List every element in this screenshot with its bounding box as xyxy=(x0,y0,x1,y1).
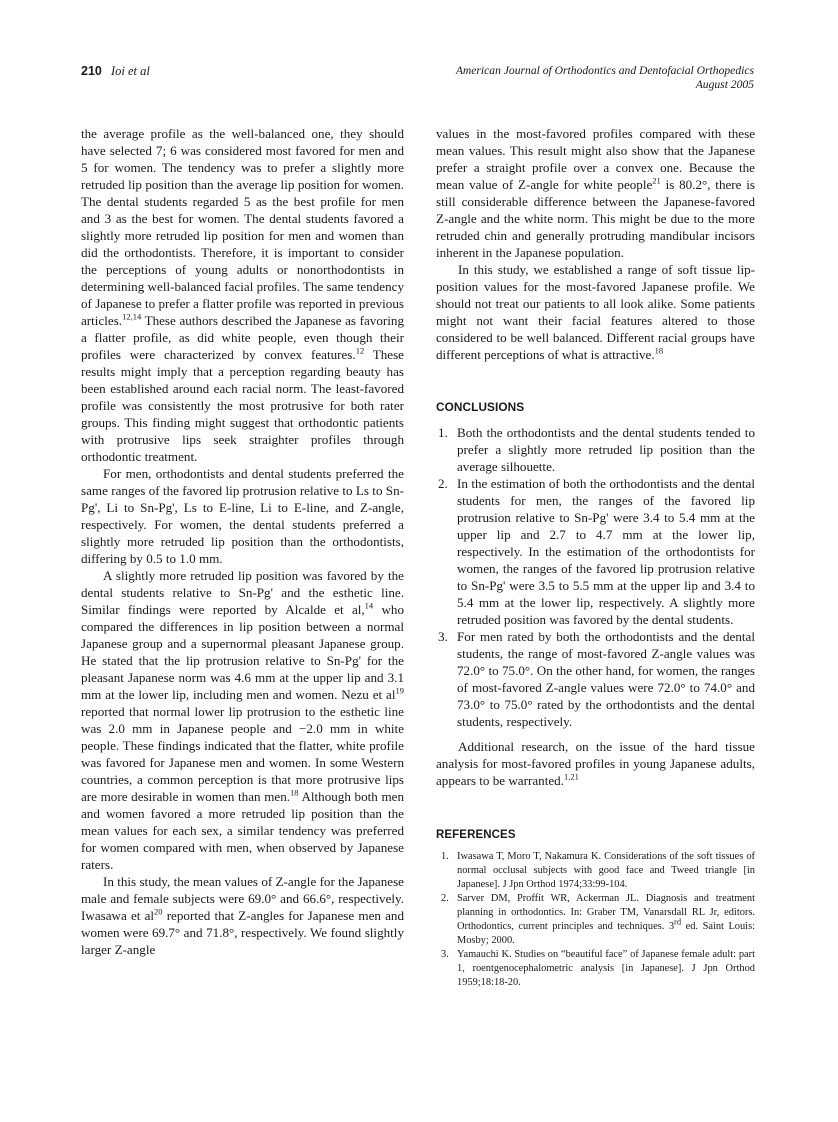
item-text: Both the orthodontists and the dental students tended to prefer a slightly more retruded lip position than the average silhouette. xyxy=(457,425,755,474)
text: In this study, the mean values of Z-angle for the Japanese male and female subjects were 69.0° and 66.6°, respectively. Iwasawa et al xyxy=(81,874,404,923)
text: Additional research, on the issue of the hard tissue analysis for most-favored profiles in young Japanese adults, appears to be warranted. xyxy=(436,739,755,788)
paragraph xyxy=(81,873,404,958)
item-text: Sarver DM, Proffit WR, Ackerman JL. Diagnosis and treatment planning in orthodontics. In: Graber TM, Vanarsdall RL Jr, editors. Orthodontics, current principles and techniques. 3 xyxy=(457,893,755,932)
reference-item xyxy=(436,850,755,892)
citation: 1,21 xyxy=(563,771,579,782)
running-authors: Ioi et al xyxy=(110,64,150,78)
right-column xyxy=(436,125,755,990)
paragraph xyxy=(436,125,755,261)
reference-item xyxy=(436,948,755,990)
references-heading: REFERENCES xyxy=(436,829,516,841)
text: Although both men and women favored a more retruded lip position than the mean values for each sex, a similar tendency was preferred for women compared with men, when observed by Japanese raters. xyxy=(81,789,404,872)
conclusion-item xyxy=(436,628,755,730)
text: is 80.2°, there is still considerable difference between the Japanese-favored Z-angle and the white norm. This might be due to the more retruded chin and generally protruding mandibular incisors inherent in the Japanese population. xyxy=(436,177,755,260)
text: who compared the differences in lip position between a normal Japanese group and a supernormal pleasant Japanese group. He stated that the lip protrusion relative to Sn-Pg' for the pleasant Japanese norm was 4.6 mm at the upper lip and 3.1 mm at the lower lip, including men and women. Nezu et al xyxy=(81,602,404,702)
item-text: For men rated by both the orthodontists and the dental students, the range of most-favored Z-angle values was 72.0° to 75.0°. On the other hand, for women, the ranges of most-favored Z-angle values were 72.0° to 74.0° and 73.0° to 75.0° rated by the orthodontists and the dental students, respectively. xyxy=(457,629,755,729)
citation: 18 xyxy=(654,345,664,356)
text: the average profile as the well-balanced one, they should have selected 7; 6 was considered most favored for men and 5 for women. The tendency was to prefer a slightly more retruded lip position than the average lip position for women. The dental students regarded 5 as the best profile for men and 3 as the best for women. The dental students favored a slightly more retruded lip position for men and women than did the orthodontists. Therefore, it is important to consider the perceptions of young adults or nonorthodontists in determining well-balanced facial profiles. The same tendency of Japanese to prefer a flatter profile was reported in previous articles. xyxy=(81,126,404,328)
citation: 12 xyxy=(355,345,365,356)
text: These authors described the Japanese as favoring a flatter profile, as did white people, even though their profiles were characterized by convex features. xyxy=(81,313,404,362)
page-number: 210 xyxy=(81,64,102,78)
item-number: 2. xyxy=(441,893,449,904)
item-number: 2. xyxy=(438,476,448,491)
paragraph: For men, orthodontists and dental students preferred the same ranges of the favored lip protrusion relative to Ls to Sn-Pg', Li to Sn-Pg', Ls to E-line, Li to E-line, and Z-angle, respectively. For women, the dental students preferred a slightly more retruded lip position than the orthodontists, differing by 0.5 to 1.0 mm. xyxy=(81,466,404,566)
text: These results might imply that a perception regarding beauty has been established around each racial norm. The least-favored profile was consistently the most protrusive for both rater groups. This finding might suggest that orthodontic patients with protrusive lips seek straighter profiles through orthodontic treatment. xyxy=(81,347,404,464)
text: In this study, we established a range of soft tissue lip-position values for the most-favored Japanese profile. We should not treat our patients to all look alike. Some patients might not want their facial features altered to those considered to be well balanced. Different racial groups have different perceptions of what is attractive. xyxy=(436,262,755,362)
citation: 19 xyxy=(395,685,404,696)
conclusion-item xyxy=(436,424,755,475)
citation: 20 xyxy=(154,906,163,917)
running-header-right xyxy=(456,64,754,92)
conclusion-item xyxy=(436,475,755,628)
paragraph xyxy=(436,261,755,363)
conclusions-list xyxy=(436,424,755,730)
item-number: 3. xyxy=(441,949,449,960)
text: reported that normal lower lip protrusion to the esthetic line was 2.0 mm in Japanese people and −2.0 mm in white people. These findings indicated that the flatter, white profile was favored for Japanese men and women. In some Western countries, a common perception is that more protrusive lips are more desirable in women than men. xyxy=(81,704,404,804)
item-text: ed. Saint Louis: Mosby; 2000. xyxy=(457,921,755,946)
citation: 21 xyxy=(652,175,661,186)
conclusions-heading: CONCLUSIONS xyxy=(436,400,525,414)
item-number: 3. xyxy=(438,629,448,644)
closing-paragraph xyxy=(436,738,755,789)
text: A slightly more retruded lip position was favored by the dental students relative to Sn-Pg' and the esthetic line. Similar findings were reported by Alcalde et al, xyxy=(81,568,404,617)
reference-item xyxy=(436,892,755,948)
left-column xyxy=(81,125,404,958)
issue-date: August 2005 xyxy=(695,78,754,91)
ordinal-suffix: rd xyxy=(674,916,682,927)
journal-title: American Journal of Orthodontics and Dentofacial Orthopedics xyxy=(455,64,754,77)
item-number: 1. xyxy=(438,425,448,440)
citation: 14 xyxy=(364,600,374,611)
item-text: Iwasawa T, Moro T, Nakamura K. Considerations of the soft tissues of normal occlusal subjects with good face and Tweed triangle [in Japanese]. J Jpn Orthod 1974;33:99-104. xyxy=(457,851,755,890)
running-header-left xyxy=(81,64,150,79)
item-number: 1. xyxy=(441,851,449,862)
text: reported that Z-angles for Japanese men and women were 69.7° and 71.8°, respectively. We found slightly larger Z-angle xyxy=(81,908,404,957)
text: values in the most-favored profiles compared with these mean values. This result might also show that the Japanese prefer a straight profile over a convex one. Because the mean value of Z-angle for white people xyxy=(436,126,755,192)
item-text: In the estimation of both the orthodontists and the dental students for men, the ranges of the favored lip protrusion relative to Sn-Pg' were 3.4 to 5.4 mm at the upper lip and 2.7 to 4.7 mm at the lower lip, respectively. In the estimation of the orthodontists for women, the ranges of the favored lip protrusion relative to Sn-Pg' were 3.5 to 5.5 mm at the upper lip and 3.4 to 5.4 mm at the lower lip, respectively. A slightly more retruded position was favored by the dental students. xyxy=(457,476,755,627)
references-list xyxy=(436,850,755,990)
paragraph xyxy=(81,567,404,873)
item-text: Yamauchi K. Studies on “beautiful face” of Japanese female adult: part 1, roentgenocephalometric analysis [in Japanese]. J Jpn Orthod 1959;18:18-20. xyxy=(457,949,755,988)
citation: 18 xyxy=(290,787,299,798)
citation: 12,14 xyxy=(122,311,142,322)
paragraph xyxy=(81,125,404,465)
